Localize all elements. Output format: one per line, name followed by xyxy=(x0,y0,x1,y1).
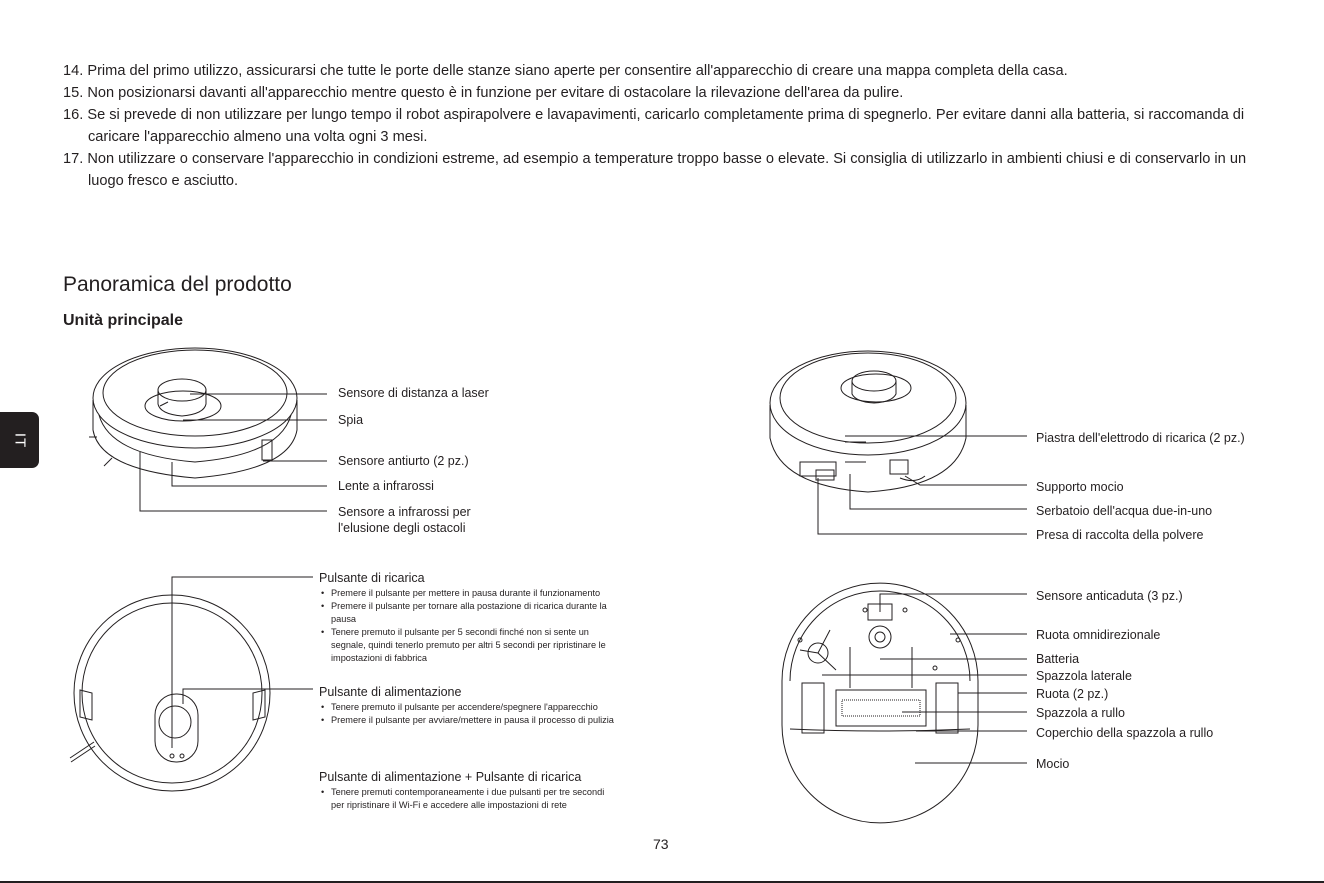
charge-button-title: Pulsante di ricarica xyxy=(319,571,425,585)
language-tab-label: IT xyxy=(11,432,29,449)
label-laser-sensor: Sensore di distanza a laser xyxy=(338,386,489,400)
label-mop: Mocio xyxy=(1036,757,1070,771)
charge-button-item: • Premere il pulsante per tornare alla postazione di ricarica durante la pausa xyxy=(331,600,619,626)
note-14: 14. Prima del primo utilizzo, assicurarsi che tutte le porte delle stanze siano aperte per consentire all'apparecchio di creare una mappa completa della casa. xyxy=(63,63,1068,79)
charge-button-item: • Premere il pulsante per mettere in pausa durante il funzionamento xyxy=(331,587,619,600)
label-battery: Batteria xyxy=(1036,652,1080,666)
label-cliff-sensor: Sensore anticaduta (3 pz.) xyxy=(1036,589,1183,603)
note-17: 17. Non utilizzare o conservare l'apparecchio in condizioni estreme, ad esempio a temperature troppo basse o elevate. Si consiglia di utilizzarlo in ambienti chiusi e di conservarlo in un luogo fresco e asciutto. xyxy=(63,151,1247,189)
power-button-title: Pulsante di alimentazione xyxy=(319,685,462,699)
section-heading: Panoramica del prodotto xyxy=(63,273,292,296)
label-mop-holder: Supporto mocio xyxy=(1036,480,1124,494)
label-water-tank: Serbatoio dell'acqua due-in-uno xyxy=(1036,504,1213,518)
robot-rear-perspective-illustration xyxy=(770,351,966,492)
robot-top-perspective-illustration xyxy=(89,348,297,478)
section-subheading: Unità principale xyxy=(63,312,184,329)
label-omni-wheel: Ruota omnidirezionale xyxy=(1036,628,1161,642)
label-infrared-lens: Lente a infrarossi xyxy=(338,479,434,493)
power-button-item: • Tenere premuto il pulsante per accendere/spegnere l'apparecchio xyxy=(331,701,619,714)
charge-button-description xyxy=(319,571,619,665)
robot-top-view-illustration xyxy=(70,595,270,791)
label-charging-plate: Piastra dell'elettrodo di ricarica (2 pz.) xyxy=(1036,431,1245,445)
label-bumper-sensor: Sensore antiurto (2 pz.) xyxy=(338,454,469,468)
note-15: 15. Non posizionarsi davanti all'apparecchio mentre questo è in funzione per evitare di ostacolare la rilevazione dell'area da pulire. xyxy=(63,85,904,101)
label-wheel: Ruota (2 pz.) xyxy=(1036,687,1109,701)
combo-button-description xyxy=(319,770,619,812)
label-roller-brush: Spazzola a rullo xyxy=(1036,706,1125,720)
combo-button-item: • Tenere premuti contemporaneamente i due pulsanti per tre secondi per ripristinare il Wi-Fi e accedere alle impostazioni di rete xyxy=(331,786,619,812)
power-button-description xyxy=(319,685,619,727)
label-dust-outlet: Presa di raccolta della polvere xyxy=(1036,528,1204,542)
charge-button-item: • Tenere premuto il pulsante per 5 secondi finché non si sente un segnale, quindi tenerlo premuto per altri 5 secondi per ripristinare le impostazioni di fabbrica xyxy=(331,626,619,665)
label-side-brush: Spazzola laterale xyxy=(1036,669,1132,683)
power-button-item: • Premere il pulsante per avviare/mettere in pausa il processo di pulizia xyxy=(331,714,619,727)
robot-underside-illustration xyxy=(782,583,978,823)
note-16: 16. Se si prevede di non utilizzare per lungo tempo il robot aspirapolvere e lavapavimenti, caricarlo completamente prima di spegnerlo. Per evitare danni alla batteria, si raccomanda di caricare l'apparecchio almeno una volta ogni 3 mesi. xyxy=(63,107,1245,145)
label-indicator: Spia xyxy=(338,413,364,427)
combo-button-title: Pulsante di alimentazione + Pulsante di ricarica xyxy=(319,770,582,784)
page-number: 73 xyxy=(653,836,669,852)
label-brush-cover: Coperchio della spazzola a rullo xyxy=(1036,726,1214,740)
label-obstacle-ir-sensor: Sensore a infrarossi per l'elusione degli ostacoli xyxy=(338,505,471,535)
